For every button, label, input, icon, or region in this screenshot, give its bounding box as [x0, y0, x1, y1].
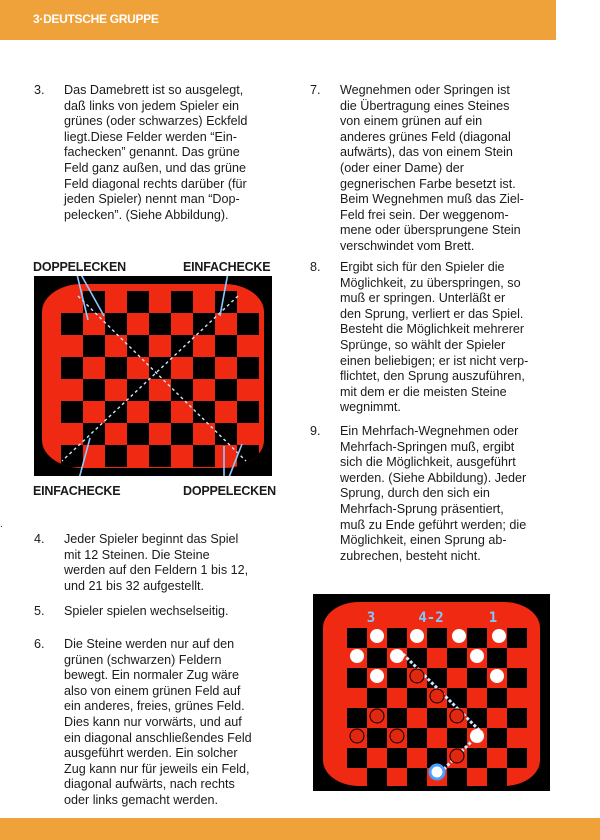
- board-square: [215, 379, 237, 401]
- board-square: [171, 423, 193, 445]
- board-square: [61, 357, 83, 379]
- text-line: fachecken” genannt. Das grüne: [64, 145, 240, 160]
- board-square: [83, 379, 105, 401]
- text-line: liegt.Diese Felder werden “Ein-: [64, 129, 237, 144]
- text-line: bewegt. Ein normaler Zug wäre: [64, 668, 239, 683]
- board-square: [367, 688, 387, 708]
- red-piece: [430, 689, 444, 703]
- text-line: also von einem grünen Feld auf: [64, 683, 241, 698]
- text-line: Ergibt sich für den Spieler die: [340, 260, 505, 274]
- board-square: [347, 628, 367, 648]
- board-square: [237, 401, 259, 423]
- label-einfachecke-top: EINFACHECKE: [183, 260, 271, 274]
- text-line: werden auf den Feldern 1 bis 12,: [64, 563, 249, 578]
- text-line: Die Steine werden nur auf den: [64, 637, 235, 651]
- red-piece: [390, 729, 404, 743]
- rule-text: [340, 424, 554, 564]
- footer-bar: [0, 818, 600, 840]
- board-square: [367, 768, 387, 788]
- board-square: [347, 668, 367, 688]
- text-line: gegnerischen Farbe besetzt ist.: [340, 176, 516, 191]
- board-square: [407, 768, 427, 788]
- board-square: [215, 291, 237, 313]
- text-line: den Sprung, verliert er das Spiel.: [340, 306, 524, 321]
- board-square: [105, 401, 127, 423]
- text-line: Sprung, durch den sich ein: [340, 486, 490, 501]
- board-square: [193, 357, 215, 379]
- board-square: [83, 423, 105, 445]
- red-piece: [450, 749, 464, 763]
- text-line: Zug kann nur für jeweils ein Feld,: [64, 761, 250, 776]
- text-line: Sprünge, so wählt der Spieler: [340, 337, 506, 352]
- white-piece: [430, 765, 444, 779]
- score-left: 3: [366, 610, 376, 626]
- checkerboard-figure: [34, 276, 272, 476]
- text-line: Beim Wegnehmen muß das Ziel-: [340, 192, 524, 207]
- text-line: diagonal aufwärts, nach rechts: [64, 777, 235, 792]
- board-square: [407, 728, 427, 748]
- text-line: ausgeführt werden. Ein solcher: [64, 746, 238, 761]
- white-piece: [350, 649, 364, 663]
- section-title: 3·DEUTSCHE GRUPPE: [33, 12, 159, 26]
- board-square: [237, 357, 259, 379]
- board-square: [387, 668, 407, 688]
- text-line: Mehrfach-Springen muß, ergibt: [340, 439, 515, 454]
- white-piece: [370, 629, 384, 643]
- label-doppelecken-top: DOPPELECKEN: [33, 260, 126, 274]
- text-line: pelecken”. (Siehe Abbildung).: [64, 207, 229, 222]
- board-square: [467, 628, 487, 648]
- text-line: Feld ganz außen, und das grüne: [64, 160, 247, 175]
- text-line: und 21 bis 32 aufgestellt.: [64, 578, 205, 593]
- board-square: [467, 708, 487, 728]
- rule-number: 3.: [34, 83, 45, 97]
- text-line: jeden Spieler) nennt man “Dop-: [64, 192, 240, 207]
- text-line: muß zu Ende geführt werden; die: [340, 517, 527, 532]
- text-line: oder links gemacht werden.: [64, 792, 219, 807]
- text-line: einen beliebigen; er ist nicht verp-: [340, 353, 529, 368]
- text-line: Wegnehmen oder Springen ist: [340, 83, 510, 97]
- text-line: ein anderes, freies, grünes Feld.: [64, 699, 245, 714]
- board-square: [193, 313, 215, 335]
- red-piece: [450, 709, 464, 723]
- text-line: wegnimmt.: [340, 400, 401, 415]
- text-line: sich die Möglichkeit, ausgeführt: [340, 455, 516, 470]
- text-line: grünes (oder schwarzes) Eckfeld: [64, 114, 248, 129]
- text-line: werden. (Siehe Abbildung). Jeder: [340, 470, 527, 485]
- board-square: [149, 401, 171, 423]
- text-line: Jeder Spieler beginnt das Spiel: [64, 532, 239, 546]
- text-line: Feld diagonal rechts darüber (für: [64, 176, 247, 191]
- rule-text: [64, 637, 280, 809]
- board-square: [487, 768, 507, 788]
- text-line: daß links von jedem Spieler ein: [64, 98, 240, 113]
- board-square: [407, 688, 427, 708]
- text-line: aufwärts), das von einem Stein: [340, 145, 513, 160]
- text-line: Spieler spielen wechselseitig.: [64, 604, 229, 618]
- board-square: [83, 335, 105, 357]
- board-square: [487, 688, 507, 708]
- text-line: Ein Mehrfach-Wegnehmen oder: [340, 424, 519, 438]
- board-square: [407, 648, 427, 668]
- text-line: die Übertragung eines Steines: [340, 98, 510, 113]
- rule-number: 6.: [34, 637, 45, 651]
- text-line: grünen (schwarzen) Feldern: [64, 652, 222, 667]
- white-piece: [490, 669, 504, 683]
- text-line: mit dem er die meisten Steine: [340, 384, 507, 399]
- score-right: 1: [488, 610, 498, 626]
- text-line: ein diagonal anschließendes Feld: [64, 730, 252, 745]
- text-line: Möglichkeit, einen Sprung ab-: [340, 533, 507, 548]
- board-square: [447, 648, 467, 668]
- white-piece: [410, 629, 424, 643]
- rule-text: [340, 260, 554, 416]
- board-square: [193, 445, 215, 467]
- game-screen-figure: [313, 594, 550, 791]
- board-square: [347, 748, 367, 768]
- board-square: [427, 708, 447, 728]
- board-square: [171, 291, 193, 313]
- board-square: [507, 708, 527, 728]
- rule-text: [64, 83, 280, 223]
- white-piece: [452, 629, 466, 643]
- text-line: mit 12 Steinen. Die Steine: [64, 547, 210, 562]
- text-line: Das Damebrett ist so ausgelegt,: [64, 83, 244, 97]
- board-square: [105, 357, 127, 379]
- white-piece: [492, 629, 506, 643]
- rule-number: 5.: [34, 604, 45, 618]
- board-square: [105, 313, 127, 335]
- rule-text: [64, 604, 280, 620]
- board-square: [487, 648, 507, 668]
- board-square: [149, 445, 171, 467]
- board-square: [215, 423, 237, 445]
- rule-number: 4.: [34, 532, 45, 546]
- rule-text: [64, 532, 280, 594]
- board-square: [427, 628, 447, 648]
- board-square: [387, 628, 407, 648]
- text-line: zubrechen, besteht nicht.: [340, 548, 481, 563]
- board-square: [61, 313, 83, 335]
- game-screen-diagram: [313, 594, 550, 791]
- text-line: anderes grünes Feld (diagonal: [340, 129, 511, 144]
- board-square: [171, 335, 193, 357]
- text-line: Dies kann nur vorwärts, und auf: [64, 714, 242, 729]
- text-line: muß er springen. Unterläßt er: [340, 291, 506, 306]
- board-square: [387, 748, 407, 768]
- rule-number: 7.: [310, 83, 321, 97]
- label-einfachecke-bottom: EINFACHECKE: [33, 484, 121, 498]
- board-square: [507, 668, 527, 688]
- board-square: [127, 335, 149, 357]
- text-line: verschwindet vom Brett.: [340, 238, 475, 253]
- text-line: Mehrfach-Sprung präsentiert,: [340, 501, 504, 516]
- board-square: [105, 445, 127, 467]
- board-square: [507, 628, 527, 648]
- text-line: mene oder übersprungene Stein: [340, 223, 521, 238]
- board-square: [427, 668, 447, 688]
- side-mark: .: [0, 519, 3, 530]
- checkerboard-diagram: [34, 276, 272, 476]
- text-line: Möglichkeit, zu überspringen, so: [340, 275, 521, 290]
- red-piece: [370, 709, 384, 723]
- board-square: [487, 728, 507, 748]
- board-square: [367, 648, 387, 668]
- board-square: [447, 768, 467, 788]
- rule-number: 8.: [310, 260, 321, 274]
- board-square: [447, 688, 467, 708]
- board-square: [367, 728, 387, 748]
- text-line: Feld frei sein. Der weggenom-: [340, 207, 509, 222]
- label-doppelecken-bottom: DOPPELECKEN: [183, 484, 276, 498]
- white-piece: [370, 669, 384, 683]
- board-square: [127, 423, 149, 445]
- board-square: [447, 728, 467, 748]
- board-square: [149, 313, 171, 335]
- board-square: [347, 708, 367, 728]
- rule-text: [340, 83, 554, 255]
- board-square: [61, 401, 83, 423]
- rule-number: 9.: [310, 424, 321, 438]
- red-piece: [410, 669, 424, 683]
- board-square: [127, 291, 149, 313]
- white-piece: [470, 649, 484, 663]
- text-line: flichtet, den Sprung auszuführen,: [340, 369, 525, 384]
- red-piece: [350, 729, 364, 743]
- text-line: Besteht die Möglichkeit mehrerer: [340, 322, 525, 337]
- text-line: (oder einer Dame) der: [340, 160, 464, 175]
- board-square: [507, 748, 527, 768]
- section-header-bar: [0, 0, 556, 40]
- board-square: [467, 748, 487, 768]
- text-line: von einem grünen auf ein: [340, 114, 483, 129]
- board-square: [467, 668, 487, 688]
- board-square: [61, 445, 83, 467]
- board-square: [387, 708, 407, 728]
- white-piece: [470, 729, 484, 743]
- score-middle: 4-2: [418, 610, 444, 626]
- white-piece: [390, 649, 404, 663]
- board-square: [215, 335, 237, 357]
- board-square: [237, 313, 259, 335]
